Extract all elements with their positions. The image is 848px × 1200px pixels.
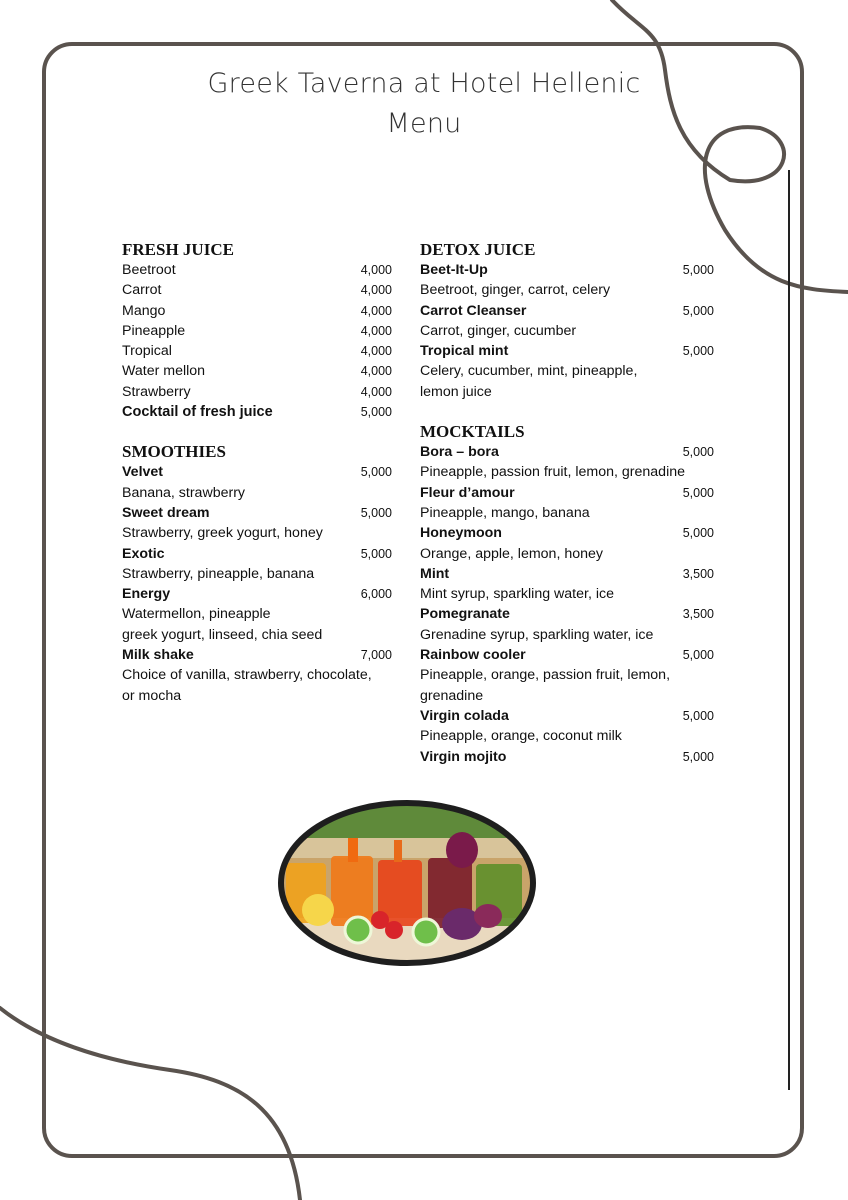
menu-item xyxy=(122,301,392,321)
item-name: Beet-It-Up xyxy=(420,262,488,278)
item-price: 3,500 xyxy=(682,566,714,581)
item-price: 5,000 xyxy=(682,526,714,541)
menu-item xyxy=(420,523,714,543)
section-title-fresh-juice: FRESH JUICE xyxy=(122,240,234,259)
menu-item xyxy=(122,462,392,482)
item-name: Tropical mint xyxy=(420,343,509,360)
item-price: 5,000 xyxy=(682,445,714,460)
item-description: Strawberry, pineapple, banana xyxy=(122,565,315,582)
item-price: 5,000 xyxy=(360,546,392,561)
item-price: 4,000 xyxy=(360,323,392,338)
right-column xyxy=(420,240,714,767)
item-name: Pineapple xyxy=(122,322,186,339)
left-column xyxy=(122,240,392,706)
item-price: 5,000 xyxy=(682,485,714,500)
item-name: Cocktail of fresh juice xyxy=(122,404,273,421)
item-description: Celery, cucumber, mint, pineapple, xyxy=(420,363,638,380)
item-price: 4,000 xyxy=(360,344,392,359)
menu-item xyxy=(420,564,714,584)
item-description: Strawberry, greek yogurt, honey xyxy=(122,525,323,542)
menu-item xyxy=(420,301,714,321)
item-name: Exotic xyxy=(122,545,165,562)
menu-item xyxy=(122,321,392,341)
item-price: 6,000 xyxy=(360,587,392,602)
item-name: Virgin mojito xyxy=(420,748,507,765)
item-description: Pineapple, orange, passion fruit, lemon, xyxy=(420,667,671,684)
menu-item xyxy=(420,341,714,361)
item-price: 4,000 xyxy=(360,303,392,318)
menu-item xyxy=(122,584,392,604)
item-description: Banana, strawberry xyxy=(122,484,246,501)
item-name: Energy xyxy=(122,586,171,603)
menu-item xyxy=(420,483,714,503)
item-description: grenadine xyxy=(420,687,484,704)
section-title-detox-juice: DETOX JUICE xyxy=(420,240,536,259)
item-price: 5,000 xyxy=(682,263,714,277)
menu-item xyxy=(122,341,392,361)
section-title-smoothies: SMOOTHIES xyxy=(122,442,226,462)
item-price: 3,500 xyxy=(682,607,714,622)
menu-item xyxy=(420,706,714,726)
item-name: Mango xyxy=(122,302,166,319)
item-price: 5,000 xyxy=(360,465,392,480)
item-name: Mint xyxy=(420,565,450,582)
item-price: 5,000 xyxy=(360,505,392,520)
menu-item xyxy=(122,503,392,523)
item-name: Rainbow cooler xyxy=(420,647,526,664)
item-name: Carrot xyxy=(122,282,162,299)
menu-item xyxy=(122,361,392,381)
section-title-mocktails: MOCKTAILS xyxy=(420,422,525,442)
menu-item xyxy=(420,645,714,665)
page-title: Greek Taverna at Hotel Hellenic xyxy=(207,68,641,99)
item-name: Beetroot xyxy=(122,262,176,278)
menu-item xyxy=(420,442,714,462)
item-name: Honeymoon xyxy=(420,525,502,542)
item-name: Tropical xyxy=(122,343,172,360)
item-name: Virgin colada xyxy=(420,707,509,724)
menu-item xyxy=(420,747,714,767)
item-price: 5,000 xyxy=(682,303,714,318)
item-price: 5,000 xyxy=(682,648,714,663)
item-description: Grenadine syrup, sparkling water, ice xyxy=(420,626,654,643)
menu-item xyxy=(122,260,392,280)
item-name: Velvet xyxy=(122,464,164,481)
right-rule xyxy=(788,170,790,1090)
menu-item xyxy=(122,544,392,564)
juice-photo xyxy=(276,798,538,968)
item-price: 5,000 xyxy=(682,749,714,764)
menu-item xyxy=(420,260,714,280)
item-name: Pomegranate xyxy=(420,606,510,623)
item-name: Fleur d’amour xyxy=(420,484,515,501)
item-description: Pineapple, passion fruit, lemon, grenadine xyxy=(420,464,686,481)
item-price: 4,000 xyxy=(360,364,392,379)
item-description: Mint syrup, sparkling water, ice xyxy=(420,586,614,603)
item-price: 5,000 xyxy=(360,405,392,420)
menu-item xyxy=(122,382,392,402)
menu-item xyxy=(122,280,392,300)
item-name: Bora – bora xyxy=(420,444,499,461)
item-description: or mocha xyxy=(122,687,182,704)
menu-item xyxy=(122,645,392,665)
item-description: Watermellon, pineapple xyxy=(122,606,271,623)
page-subtitle: Menu xyxy=(386,108,462,139)
menu-item xyxy=(420,604,714,624)
item-name: Sweet dream xyxy=(122,504,210,521)
item-description: Pineapple, mango, banana xyxy=(420,504,590,521)
item-description: Pineapple, orange, coconut milk xyxy=(420,728,622,745)
item-description: Carrot, ginger, cucumber xyxy=(420,322,577,339)
item-price: 4,000 xyxy=(360,263,392,277)
item-description: Choice of vanilla, strawberry, chocolate, xyxy=(122,667,372,684)
item-price: 5,000 xyxy=(682,344,714,359)
item-name: Strawberry xyxy=(122,383,191,400)
item-name: Carrot Cleanser xyxy=(420,302,527,319)
item-price: 4,000 xyxy=(360,283,392,298)
item-name: Water mellon xyxy=(122,363,206,380)
item-description: Beetroot, ginger, carrot, celery xyxy=(420,282,611,299)
item-description: lemon juice xyxy=(420,383,492,400)
menu-item xyxy=(122,402,392,422)
item-name: Milk shake xyxy=(122,647,194,664)
item-description: greek yogurt, linseed, chia seed xyxy=(122,626,323,643)
item-price: 4,000 xyxy=(360,384,392,399)
item-price: 7,000 xyxy=(360,648,392,663)
item-description: Orange, apple, lemon, honey xyxy=(420,545,603,562)
item-price: 5,000 xyxy=(682,708,714,723)
